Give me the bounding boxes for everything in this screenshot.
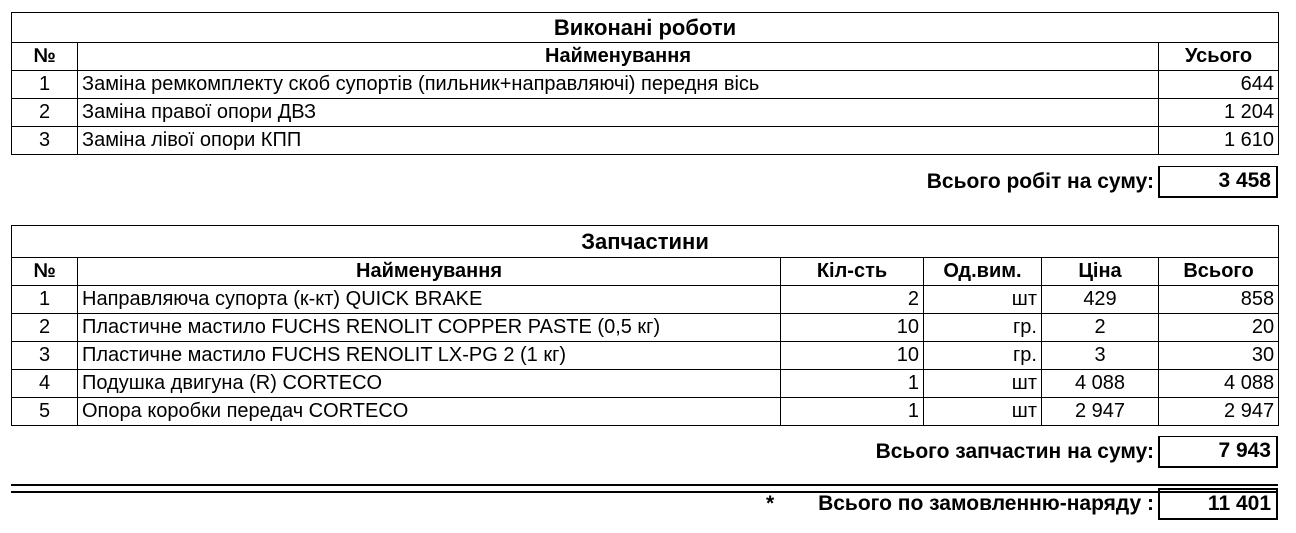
table-row xyxy=(12,342,1279,370)
works-name: Заміна лівої опори КПП xyxy=(78,127,1159,155)
works-name: Заміна ремкомплекту скоб супортів (пильник+направляючі) передня вісь xyxy=(78,71,1159,99)
parts-header-row xyxy=(12,258,1279,286)
parts-unit: шт xyxy=(924,286,1042,314)
order-total-label: Всього по замовленню-наряду : xyxy=(818,492,1154,515)
table-row xyxy=(12,286,1279,314)
order-total-value: 11 401 xyxy=(1158,488,1278,520)
table-row xyxy=(12,314,1279,342)
works-header-row xyxy=(12,43,1279,71)
parts-total-label: Всього запчастин на суму: xyxy=(875,440,1154,463)
parts-col-name: Найменування xyxy=(78,258,781,286)
works-num: 1 xyxy=(12,71,78,99)
parts-price: 3 xyxy=(1042,342,1159,370)
parts-qty: 2 xyxy=(781,286,924,314)
parts-unit: шт xyxy=(924,370,1042,398)
parts-price: 2 947 xyxy=(1042,398,1159,426)
parts-price: 4 088 xyxy=(1042,370,1159,398)
parts-qty: 1 xyxy=(781,398,924,426)
parts-price: 429 xyxy=(1042,286,1159,314)
parts-name: Подушка двигуна (R) CORTECO xyxy=(78,370,781,398)
table-row xyxy=(12,71,1279,99)
parts-num: 1 xyxy=(12,286,78,314)
works-table xyxy=(11,12,1279,155)
parts-qty: 10 xyxy=(781,342,924,370)
parts-col-price: Ціна xyxy=(1042,258,1159,286)
parts-qty: 10 xyxy=(781,314,924,342)
table-row xyxy=(12,127,1279,155)
parts-num: 3 xyxy=(12,342,78,370)
works-total: 1 204 xyxy=(1159,99,1279,127)
works-name: Заміна правої опори ДВЗ xyxy=(78,99,1159,127)
parts-price: 2 xyxy=(1042,314,1159,342)
parts-total: 858 xyxy=(1159,286,1279,314)
parts-col-num: № xyxy=(12,258,78,286)
parts-total: 2 947 xyxy=(1159,398,1279,426)
parts-total-value: 7 943 xyxy=(1158,436,1278,468)
works-total: 1 610 xyxy=(1159,127,1279,155)
works-num: 3 xyxy=(12,127,78,155)
parts-num: 2 xyxy=(12,314,78,342)
parts-name: Опора коробки передач CORTECO xyxy=(78,398,781,426)
parts-unit: гр. xyxy=(924,342,1042,370)
parts-table xyxy=(11,225,1279,426)
parts-unit: гр. xyxy=(924,314,1042,342)
table-row xyxy=(12,398,1279,426)
parts-num: 4 xyxy=(12,370,78,398)
works-col-num: № xyxy=(12,43,78,71)
works-num: 2 xyxy=(12,99,78,127)
table-row xyxy=(12,99,1279,127)
parts-title-row xyxy=(12,226,1279,258)
order-star: * xyxy=(766,492,775,515)
works-title: Виконані роботи xyxy=(12,13,1279,43)
parts-col-unit: Од.вим. xyxy=(924,258,1042,286)
parts-num: 5 xyxy=(12,398,78,426)
parts-total: 20 xyxy=(1159,314,1279,342)
works-col-name: Найменування xyxy=(78,43,1159,71)
parts-total: 30 xyxy=(1159,342,1279,370)
parts-title: Запчастини xyxy=(12,226,1279,258)
parts-name: Пластичне мастило FUCHS RENOLIT LX-PG 2 (1 кг) xyxy=(78,342,781,370)
works-total: 644 xyxy=(1159,71,1279,99)
parts-unit: шт xyxy=(924,398,1042,426)
parts-col-total: Всього xyxy=(1159,258,1279,286)
parts-col-qty: Кіл-сть xyxy=(781,258,924,286)
parts-total: 4 088 xyxy=(1159,370,1279,398)
parts-name: Пластичне мастило FUCHS RENOLIT COPPER PASTE (0,5 кг) xyxy=(78,314,781,342)
works-title-row xyxy=(12,13,1279,43)
works-col-total: Усього xyxy=(1159,43,1279,71)
parts-qty: 1 xyxy=(781,370,924,398)
works-total-value: 3 458 xyxy=(1158,166,1278,198)
parts-name: Направляюча супорта (к-кт) QUICK BRAKE xyxy=(78,286,781,314)
table-row xyxy=(12,370,1279,398)
works-total-label: Всього робіт на суму: xyxy=(926,170,1154,193)
